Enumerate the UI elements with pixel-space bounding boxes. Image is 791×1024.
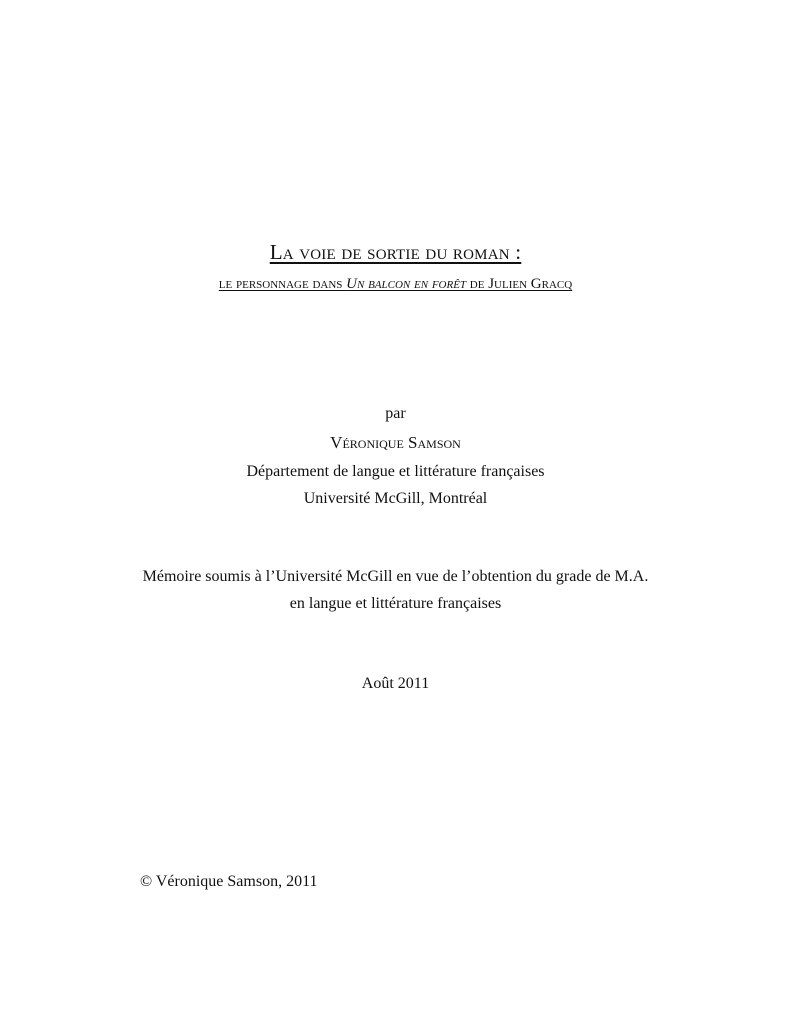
subtitle-prefix: le personnage dans [218, 276, 347, 292]
thesis-subtitle [0, 276, 791, 293]
submission-statement-line-1: Mémoire soumis à l’Université McGill en vue de l’obtention du grade de M.A. [142, 568, 649, 585]
subtitle-work-title: Un balcon en forêt [346, 276, 467, 292]
copyright-notice: © Véronique Samson, 2011 [140, 873, 318, 890]
department: Département de langue et littérature françaises [246, 463, 545, 480]
subtitle-suffix: de Julien Gracq [466, 276, 573, 292]
by-label: par [385, 405, 406, 422]
submission-date: Août 2011 [361, 675, 430, 692]
university: Université McGill, Montréal [303, 490, 488, 507]
submission-statement-line-2: en langue et littérature françaises [289, 595, 502, 612]
thesis-title: La voie de sortie du roman : [269, 240, 522, 264]
author-name: Véronique Samson [330, 433, 461, 452]
